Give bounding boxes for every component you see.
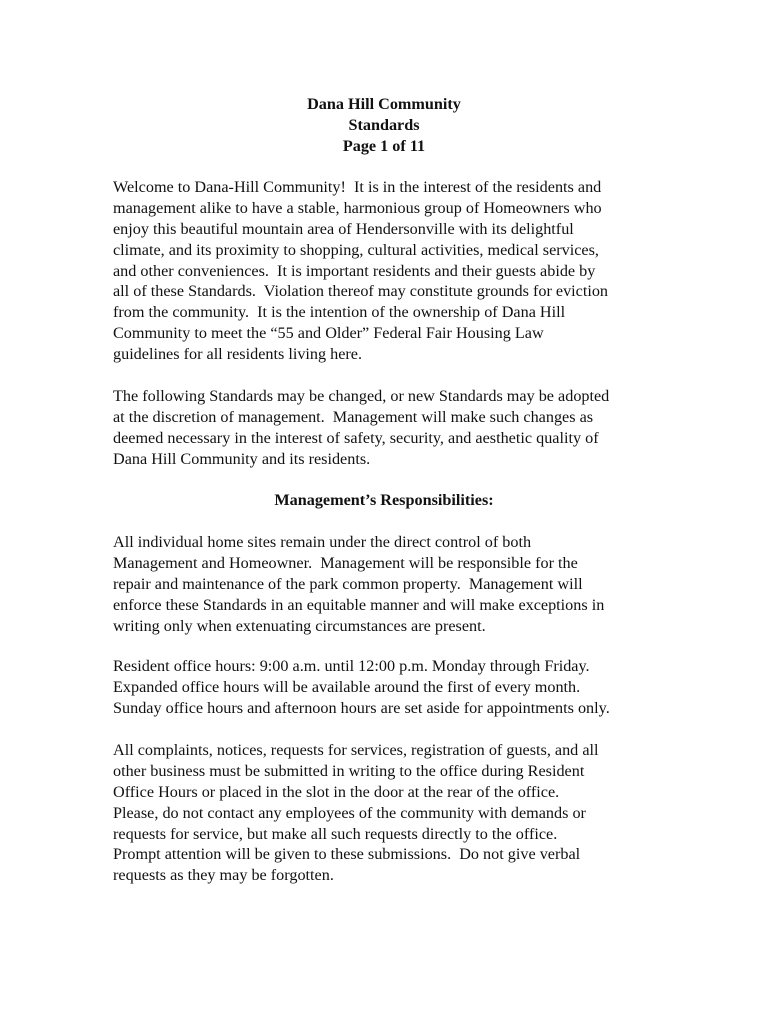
text-line: Please, do not contact any employees of the community with demands or — [113, 803, 586, 822]
text-line: requests as they may be forgotten. — [113, 866, 334, 885]
page-indicator: Page 1 of 11 — [342, 136, 426, 155]
text-line: Prompt attention will be given to these submissions. Do not give verbal — [113, 845, 581, 864]
text-line: management alike to have a stable, harmonious group of Homeowners who — [113, 198, 602, 217]
text-line: guidelines for all residents living here. — [113, 345, 363, 364]
text-line: Dana Hill Community and its residents. — [113, 449, 371, 468]
complaints-paragraph — [113, 740, 673, 886]
welcome-paragraph — [113, 177, 673, 365]
text-line: deemed necessary in the interest of safety, security, and aesthetic quality of — [113, 428, 599, 447]
text-line: Welcome to Dana-Hill Community! It is in the interest of the residents and — [113, 178, 602, 196]
text-line: enforce these Standards in an equitable manner and will make exceptions in — [113, 595, 605, 614]
text-line: at the discretion of management. Management will make such changes as — [113, 407, 594, 426]
text-line: writing only when extenuating circumstances are present. — [113, 616, 486, 635]
document-header — [0, 94, 768, 157]
text-line: climate, and its proximity to shopping, cultural activities, medical services, — [113, 240, 599, 259]
text-line: enjoy this beautiful mountain area of Hendersonville with its delightful — [113, 219, 574, 238]
section-heading-management: Management’s Responsibilities: — [274, 491, 494, 509]
text-line: Expanded office hours will be available around the first of every month. — [113, 677, 581, 696]
text-line: The following Standards may be changed, or new Standards may be adopted — [113, 387, 610, 405]
office-hours-paragraph — [113, 656, 673, 719]
text-line: Community to meet the “55 and Older” Federal Fair Housing Law — [113, 324, 544, 343]
document-title: Dana Hill Community — [307, 95, 461, 113]
home-sites-paragraph — [113, 532, 673, 636]
text-line: Office Hours or placed in the slot in the door at the rear of the office. — [113, 782, 560, 801]
text-line: from the community. It is the intention of the ownership of Dana Hill — [113, 303, 566, 322]
text-line: Management and Homeowner. Management will be responsible for the — [113, 553, 578, 572]
text-line: other business must be submitted in writing to the office during Resident — [113, 761, 585, 780]
text-line: requests for service, but make all such requests directly to the office. — [113, 824, 558, 843]
text-line: Resident office hours: 9:00 a.m. until 12:00 p.m. Monday through Friday. — [113, 657, 590, 675]
text-line: All individual home sites remain under the direct control of both — [113, 533, 532, 551]
text-line: repair and maintenance of the park common property. Management will — [113, 574, 583, 593]
text-line: All complaints, notices, requests for services, registration of guests, and all — [113, 741, 599, 759]
text-line: Sunday office hours and afternoon hours are set aside for appointments only. — [113, 698, 610, 717]
document-subtitle: Standards — [348, 115, 420, 134]
text-line: all of these Standards. Violation thereof may constitute grounds for eviction — [113, 282, 609, 301]
text-line: and other conveniences. It is important residents and their guests abide by — [113, 261, 596, 280]
standards-change-paragraph — [113, 386, 673, 470]
